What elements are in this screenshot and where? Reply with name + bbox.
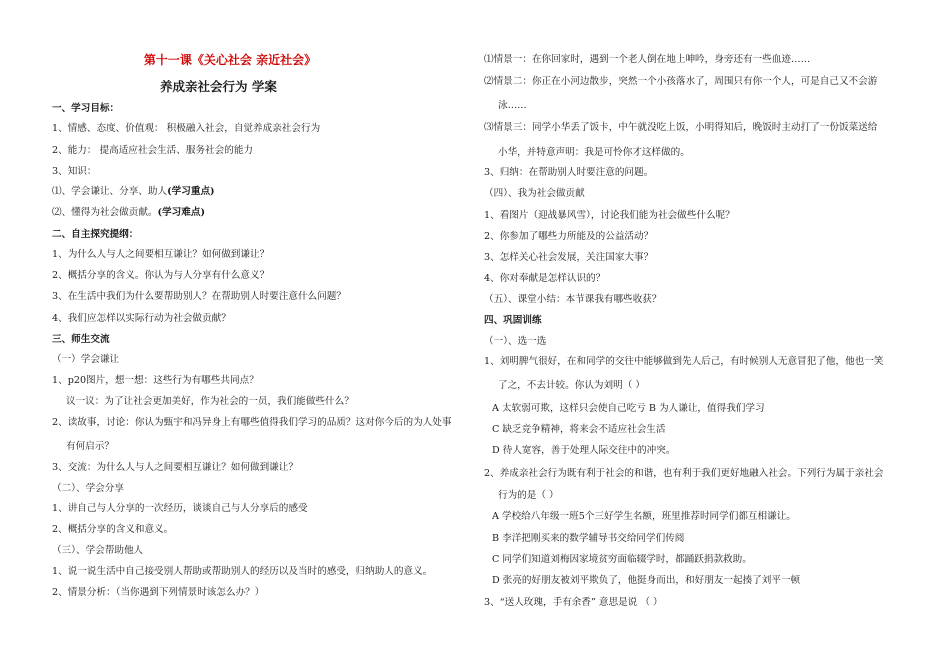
right-line [484,230,653,244]
left-line-emphasis: (学习重点) [167,186,215,197]
right-line-text: 1、刘明脾气很好，在和同学的交往中能够做到先人后己，有时候别人无意冒犯了他，他也一笑 [484,356,884,367]
right-line [484,314,542,328]
left-line-text: 1、情感、态度、价值观： 积极融入社会，自觉养成亲社会行为 [52,123,321,134]
right-line-text: 3、归纳：在帮助别人时要注意的问题。 [484,167,654,178]
left-line [52,502,308,516]
right-line [484,121,877,135]
right-line-text: 3、“送人玫瑰，手有余香” 意思是说 （ ） [484,597,663,608]
right-line [498,379,645,393]
right-line-text: 2、养成亲社会行为既有利于社会的和谐，也有利于我们更好地融入社会。下列行为属于亲社会 [484,468,884,479]
left-line-text: 2、概括分享的含义和意义。 [52,524,174,535]
right-line-text: B 李洋把刚买来的数学辅导书交给同学们传阅 [492,533,685,544]
right-line [492,423,665,437]
right-line [484,467,883,481]
right-line [484,187,585,201]
right-line [492,532,684,546]
left-line [52,102,119,116]
left-line-text: 1、讲自己与人分享的一次经历，谈谈自己与人分享后的感受 [52,503,308,514]
left-line-text: 三、师生交流 [52,334,110,345]
lesson-subtitle: 养成亲社会行为 学案 [160,79,277,94]
left-line [52,312,231,326]
right-line [484,355,883,369]
right-line [484,335,546,349]
left-line-text: 3、交流：为什么人与人之间要相互谦让？如何做到谦让？ [52,462,298,473]
left-line-text: 4、我们应怎样以实际行动为社会做贡献？ [52,313,231,324]
right-line-text: A 学校给八年级一班5个三好学生名额，班里推荐时同学们都互相谦让。 [492,511,796,522]
right-line [498,489,559,503]
left-line-text: 3、在生活中我们为什么要帮助别人？在帮助别人时要注意什么问题？ [52,291,346,302]
left-line [52,523,173,537]
left-line [52,374,259,388]
left-line [52,122,320,136]
right-line [498,146,690,160]
right-line-text: C 同学们知道刘梅因家境贫穷面临辍学时，都踊跃捐款救助。 [492,554,752,565]
left-line [52,461,298,475]
right-line-text: D 张亮的好朋友被刘平欺负了，他挺身而出，和好朋友一起揍了刘平一顿 [492,575,801,586]
left-line-text: 2、概括分享的含义。你认为与人分享有什么意义？ [52,270,270,281]
left-line [52,482,124,496]
right-line-text: ⑴情景一：在你回家时，遇到一个老人倒在地上呻吟，身旁还有一些血迹…… [484,54,811,65]
left-line [52,269,269,283]
right-line-text: 4、你对奉献是怎样认识的？ [484,273,606,284]
left-line [52,290,346,304]
right-line [484,272,605,286]
left-line-text: 有何启示？ [66,441,114,452]
left-line-text: 二、自主探究提纲： [52,229,139,240]
right-line [498,99,527,113]
right-line-text: （五）、课堂小结：本节课我有哪些收获？ [484,294,662,305]
right-line-text: （一）、选一选 [484,336,547,347]
left-line-text: 议一议：为了让社会更加美好，作为社会的一员，我们能做些什么？ [66,396,354,407]
left-line [66,440,114,454]
left-line [66,395,354,409]
right-line-text: ⑵情景二：你正在小河边散步，突然一个小孩落水了，周围只有你一个人，可是自己又不会游 [484,76,878,87]
right-line-text: D 待人宽容，善于处理人际交往中的冲突。 [492,445,676,456]
left-line-text: （一）学会谦让 [52,354,120,365]
right-line [492,574,800,588]
right-line-text: 1、看图片（迎战暴风雪），讨论我们能为社会做些什么呢？ [484,210,735,221]
right-line-text: （四）、我为社会做贡献 [484,188,585,199]
right-line [484,75,877,89]
left-line [52,165,96,179]
left-line-text: 2、读故事，讨论：你认为甄宇和冯异身上有哪些值得我们学习的品质？这对你今后的为人处事 [52,417,452,428]
right-line-text: 四、巩固训练 [484,315,542,326]
right-line [484,293,661,307]
right-line [484,166,653,180]
right-line [492,553,752,567]
left-line [52,206,205,220]
right-line [492,510,796,524]
right-line [484,251,653,265]
left-line-text: 一、学习目标： [52,103,120,114]
left-line-text: ⑴、学会谦让、分享、助人 [52,186,168,197]
left-line-emphasis: (学习难点) [157,207,205,218]
left-line [52,544,143,558]
right-line [492,444,675,458]
right-line-text: ⑶情景三：同学小华丢了饭卡，中午就没吃上饭，小明得知后，晚饭时主动打了一份饭菜送给 [484,122,878,133]
right-line [484,209,735,223]
right-line-text: 3、怎样关心社会发展，关注国家大事？ [484,252,654,263]
left-line-text: （三）、学会帮助他人 [52,545,144,556]
lesson-title: 第十一课《关心社会 亲近社会》 [143,53,317,67]
right-line [484,596,663,610]
left-line [52,565,432,579]
right-line-text: 了之，不去计较。你认为刘明（ ） [498,380,645,391]
left-line-text: （二）、学会分享 [52,483,124,494]
left-line-text: 2、能力： 提高适应社会生活、服务社会的能力 [52,145,254,156]
right-line [484,53,810,67]
left-line-text: ⑵、懂得为社会做贡献。 [52,207,158,218]
right-line-text: 2、你参加了哪些力所能及的公益活动？ [484,231,654,242]
left-line [52,333,110,347]
right-line-text: 行为的是（ ） [498,490,559,501]
left-line-text: 1、为什么人与人之间要相互谦让？如何做到谦让？ [52,249,270,260]
right-line-text: C 缺乏竞争精神，将来会不适应社会生活 [492,424,666,435]
left-line [52,586,264,600]
right-line [492,402,765,416]
left-line [52,228,138,242]
right-line-text: A 太软弱可欺，这样只会使自己吃亏 B 为人谦让，值得我们学习 [492,403,765,414]
left-line [52,353,119,367]
left-line-text: 1、说一说生活中自己接受别人帮助或帮助别人的经历以及当时的感受，归纳助人的意义。 [52,566,433,577]
left-line-text: 2、情景分析：（当你遇到下列情景时该怎么办？） [52,587,265,598]
left-line-text: 3、知识： [52,166,97,177]
left-line [52,416,451,430]
left-line [52,248,269,262]
right-line-text: 泳…… [498,100,527,111]
left-line [52,185,215,199]
left-line [52,144,253,158]
right-line-text: 小华，并特意声明：我是可怜你才这样做的。 [498,147,690,158]
left-line-text: 1、p20图片，想一想：这些行为有哪些共同点？ [52,375,259,386]
